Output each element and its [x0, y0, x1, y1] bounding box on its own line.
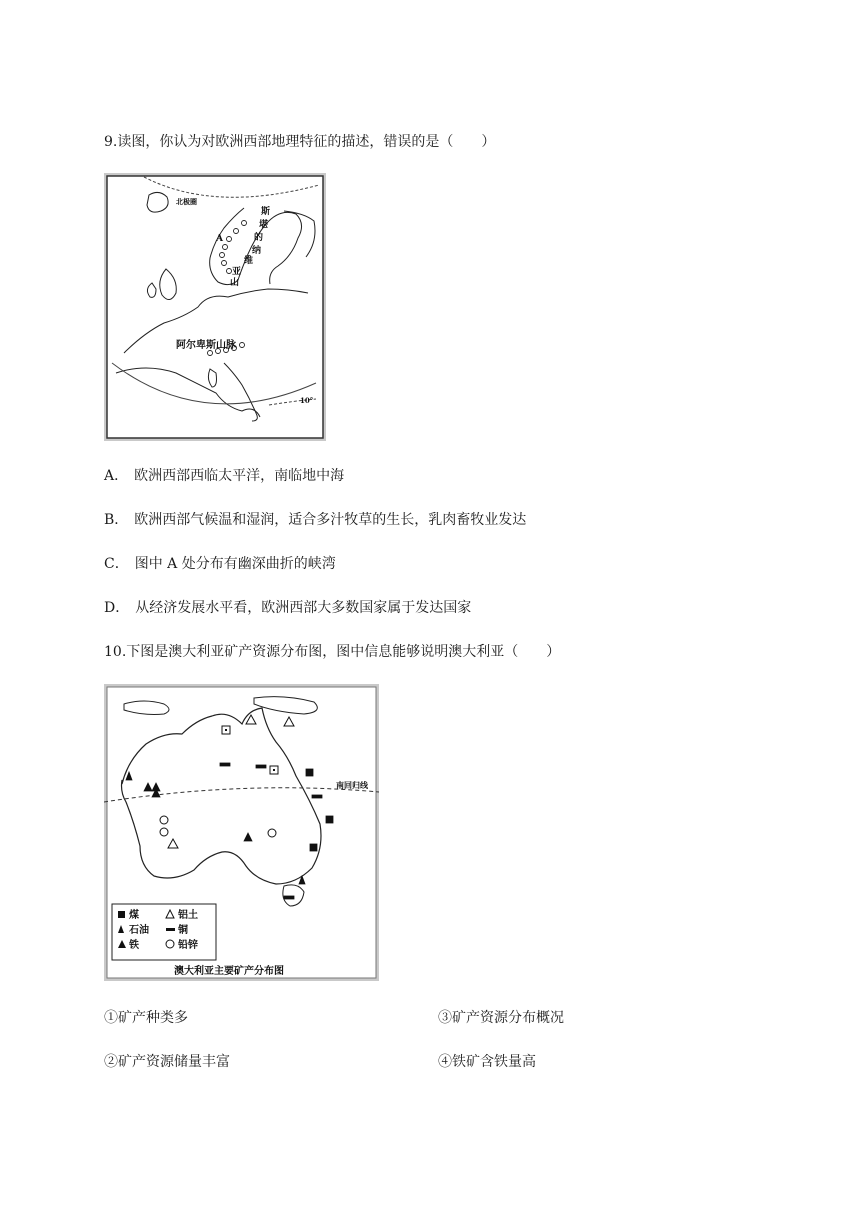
legend-coal: 煤	[129, 910, 139, 921]
option-b[interactable]	[104, 509, 526, 529]
statement-3: ③矿产资源分布概况	[438, 1010, 564, 1026]
option-c[interactable]	[104, 553, 336, 573]
scandinavia-label-4: 纳	[252, 246, 262, 256]
option-b-text: 欧洲西部气候温和湿润，适合多汁牧草的生长，乳肉畜牧业发达	[134, 512, 527, 528]
legend-iron: 铁	[129, 940, 139, 951]
statement-2: ②矿产资源储量丰富	[104, 1054, 230, 1070]
option-c-text: 图中 A 处分布有幽深曲折的峡湾	[134, 556, 336, 572]
australia-map-caption: 澳大利亚主要矿产分布图	[174, 966, 284, 977]
scandinavia-label-7: 山	[230, 278, 240, 288]
alps-label: 阿尔卑斯山脉	[176, 340, 236, 351]
option-a[interactable]	[104, 465, 344, 485]
option-c-letter: C．	[104, 556, 129, 572]
legend-oil: 石油	[129, 925, 149, 936]
statement-4: ④铁矿含铁量高	[438, 1054, 536, 1070]
scandinavia-label-3: 的	[254, 233, 264, 243]
scandinavia-label-6: 亚	[232, 267, 242, 277]
option-d-text: 从经济发展水平看，欧洲西部大多数国家属于发达国家	[135, 600, 472, 616]
tropic-label: 南回归线	[336, 780, 368, 790]
scandinavia-label-2: 堪	[259, 220, 269, 230]
option-b-letter: B．	[104, 512, 129, 528]
question-9-title: 9.读图，你认为对欧洲西部地理特征的描述，错误的是（ ）	[104, 134, 496, 150]
a-marker-label: A	[216, 234, 223, 244]
option-d-letter: D．	[104, 600, 130, 616]
legend-bauxite: 铝土	[178, 910, 198, 921]
option-d[interactable]	[104, 597, 471, 617]
legend-copper: 铜	[178, 925, 188, 936]
europe-map	[104, 173, 326, 441]
meridian-label: 10°	[300, 396, 314, 405]
option-a-text: 欧洲西部西临太平洋，南临地中海	[134, 468, 345, 484]
europe-map-figure	[104, 173, 326, 441]
question-10-title: 10.下图是澳大利亚矿产资源分布图，图中信息能够说明澳大利亚（ ）	[104, 644, 561, 660]
scandinavia-label-5: 维	[244, 256, 254, 266]
australia-map-figure	[104, 684, 379, 981]
option-a-letter: A．	[104, 468, 129, 484]
legend-leadzinc: 铅锌	[178, 940, 198, 951]
scandinavia-label-1: 斯	[261, 207, 271, 217]
australia-map	[104, 684, 379, 981]
arctic-circle-label: 北极圈	[176, 197, 197, 206]
statement-1: ①矿产种类多	[104, 1010, 188, 1026]
